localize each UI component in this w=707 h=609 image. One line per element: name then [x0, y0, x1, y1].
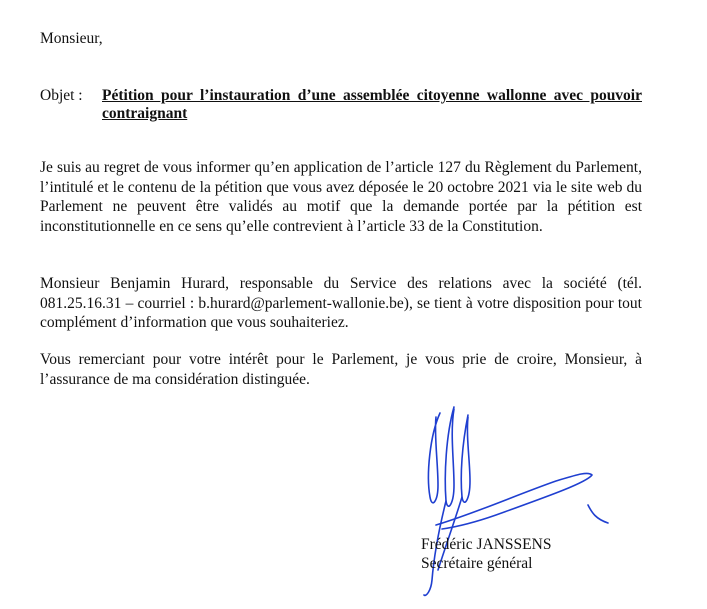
- subject-line: [40, 87, 642, 123]
- signature-flourish: [436, 473, 592, 529]
- signature-tail: [588, 505, 608, 523]
- signature-loop-1: [428, 413, 440, 503]
- signature-loop-3: [461, 415, 470, 502]
- signatory-name: Frédéric JANSSENS: [421, 536, 552, 553]
- subject-label: Objet :: [40, 87, 83, 104]
- salutation: Monsieur,: [40, 30, 103, 47]
- body-paragraph-closing: Vous remerciant pour votre intérêt pour le Parlement, je vous prie de croire, Monsieur, à l’assurance de ma considération distinguée.: [40, 351, 642, 388]
- subject-text: Pétition pour l’instauration d’une assemblée citoyenne wallonne avec pouvoir contraignant: [102, 87, 642, 122]
- body-paragraph-rejection: Je suis au regret de vous informer qu’en application de l’article 127 du Règlement du Parlement, l’intitulé et le contenu de la pétition que vous avez déposée le 20 octobre 2021 via le site web du Parlement ne peuvent être validés au motif que la demande portée par la pétition est inconstitutionnelle en ce sens qu’elle contrevient à l’article 33 de la Constitution.: [40, 159, 642, 235]
- signature-loop-2: [445, 407, 454, 506]
- body-paragraph-contact: Monsieur Benjamin Hurard, responsable du Service des relations avec la société (tél. 081.25.16.31 – courriel : b.hurard@parlement-wallonie.be), se tient à votre disposition pour tout complément d’information que vous souhaiteriez.: [40, 275, 642, 331]
- signatory-title: Secrétaire général: [421, 555, 533, 572]
